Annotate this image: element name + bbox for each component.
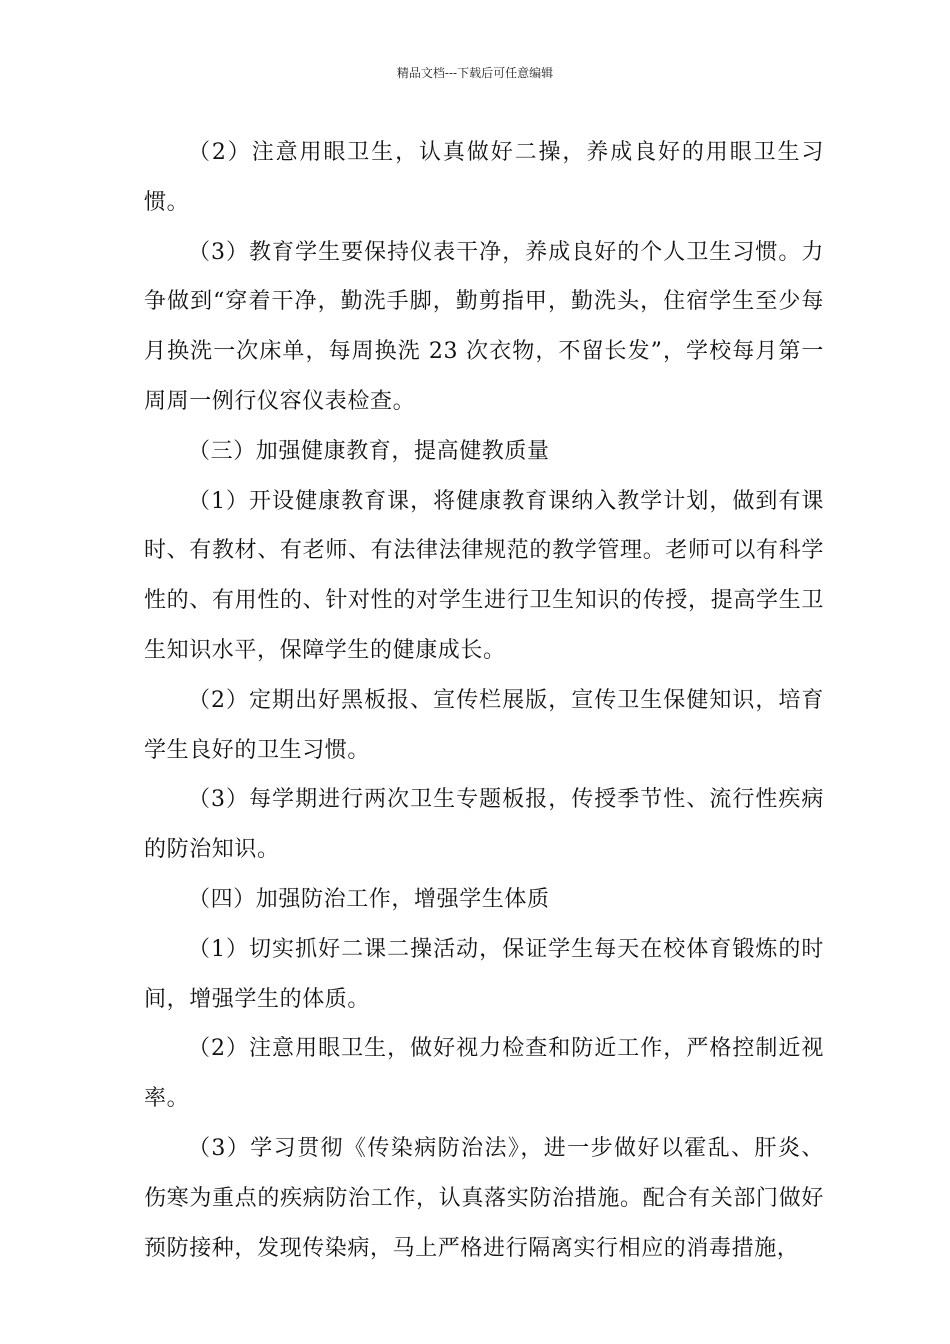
paragraph: （2）注意用眼卫生，做好视力检查和防近工作，严格控制近视率。 — [144, 1036, 824, 1112]
document-body — [144, 128, 824, 1273]
paragraph: （2）注意用眼卫生，认真做好二操，养成良好的用眼卫生习惯。 — [144, 140, 824, 215]
section-heading: （四）加强防治工作，增强学生体质 — [188, 886, 550, 912]
paragraph: （3）学习贯彻《传染病防治法》，进一步做好以霍乱、肝炎、伤寒为重点的疾病防治工作，认真落实防治措施。配合有关部门做好预防接种，发现传染病，马上严格进行隔离实行相应的消毒措施， — [144, 1135, 824, 1261]
paragraph: （2）定期出好黑板报、宣传栏展版，宣传卫生保健知识，培育学生良好的卫生习惯。 — [144, 687, 824, 763]
section-heading: （三）加强健康教育，提高健教质量 — [188, 438, 550, 464]
paragraph: （1）开设健康教育课，将健康教育课纳入教学计划，做到有课时、有教材、有老师、有法律法律规范的教学管理。老师可以有科学性的、有用性的、针对性的对学生进行卫生知识的传授，提高学生卫生知识水平，保障学生的健康成长。 — [144, 488, 824, 663]
page-header: 精品文档---下载后可任意编辑 — [396, 66, 554, 80]
paragraph: （3）教育学生要保持仪表干净，养成良好的个人卫生习惯。力争做到“穿着干净，勤洗手脚，勤剪指甲，勤洗头，住宿学生至少每月换洗一次床单，每周换洗 23 次衣物，不留长发”，学校每月第一周周一例行仪容仪表检查。 — [144, 239, 824, 414]
paragraph: （3）每学期进行两次卫生专题板报，传授季节性、流行性疾病的防治知识。 — [144, 787, 824, 863]
paragraph: （1）切实抓好二课二操活动，保证学生每天在校体育锻炼的时间，增强学生的体质。 — [144, 936, 824, 1012]
